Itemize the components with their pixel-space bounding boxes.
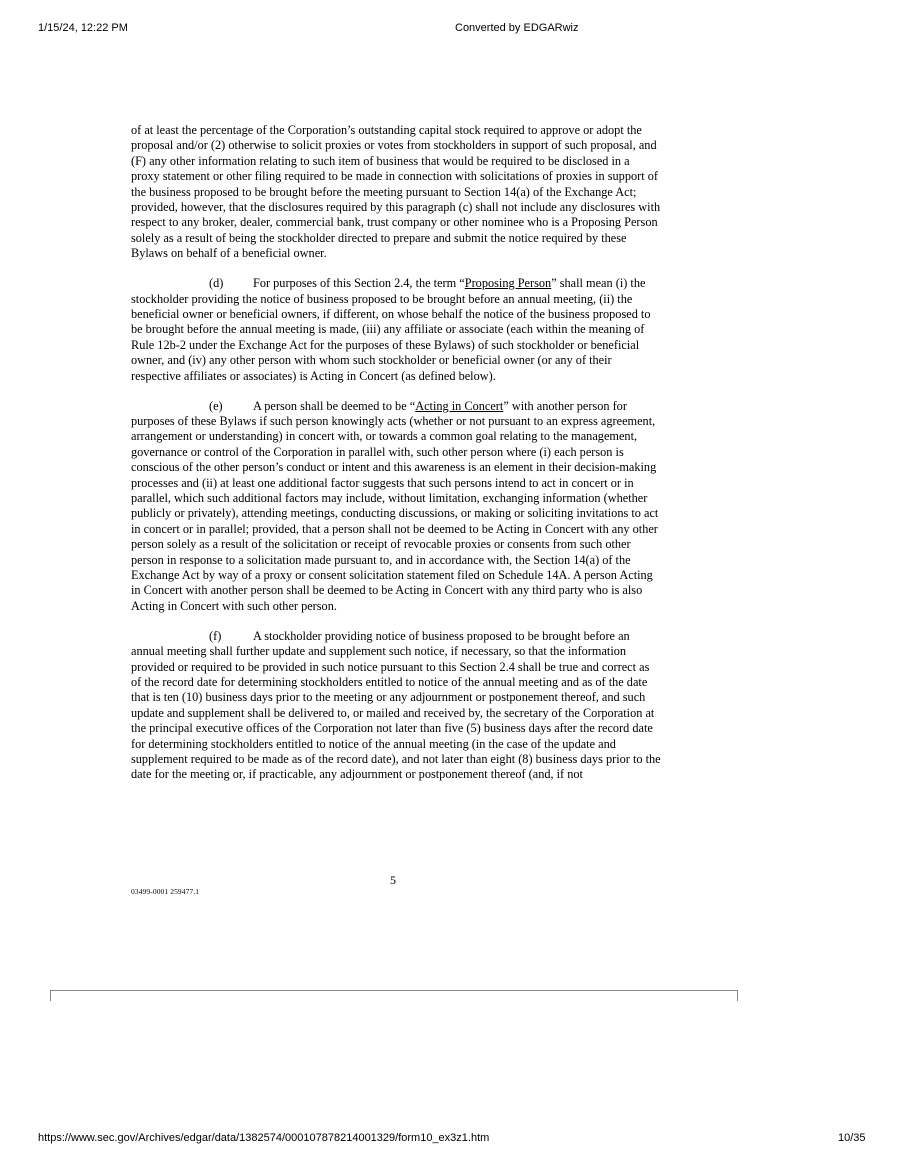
paragraph-f-text: A stockholder providing notice of business proposed to be brought before an annual meeting shall further update and supplement such notice, if necessary, so that the information provided or required to be provided in such notice pursuant to this Section 2.4 shall be true and correct as of the record date for determining stockholders entitled to notice of the annual meeting and as of the date that is ten (10) business days prior to the meeting or any adjournment or postponement thereof, and such update and supplement shall be delivered to, or mailed and received by, the secretary of the Corporation at the principal executive offices of the Corporation not later than five (5) business days after the record date for determining stockholders entitled to notice of the annual meeting (in the case of the update and supplement required to be made as of the record date), and not later than eight (8) business days prior to the date for the meeting or, if practicable, any adjournment or postponement thereof (and, if not [131,628,661,782]
paragraph-e [131,399,661,615]
page-frame-divider [50,990,738,1001]
document-code: 03499-0001 259477.1 [131,887,200,896]
source-url: https://www.sec.gov/Archives/edgar/data/1382574/000107878214001329/form10_ex3z1.htm [38,1132,490,1144]
converter-label: Converted by EDGARwiz [455,22,579,34]
paragraph-f [131,629,661,783]
paragraph-d-text-pre: For purposes of this Section 2.4, the term “ [253,276,465,291]
paragraph-continuation: of at least the percentage of the Corporation’s outstanding capital stock required to approve or adopt the proposal and/or (2) otherwise to solicit proxies or votes from stockholders in support of such proposal, and (F) any other information relating to such item of business that would be required to be disclosed in a proxy statement or other filing required to be made in connection with solicitations of proxies in support of the business proposed to be brought before the meeting pursuant to Section 14(a) of the Exchange Act; provided, however, that the disclosures required by this paragraph (c) shall not include any disclosures with respect to any broker, dealer, commercial bank, trust company or other nominee who is a Proposing Person solely as a result of being the stockholder directed to prepare and submit the notice required by these Bylaws on behalf of a beneficial owner. [131,123,661,261]
defined-term-proposing-person: Proposing Person [464,276,552,291]
defined-term-acting-in-concert: Acting in Concert [415,398,504,413]
print-page-count: 10/35 [838,1132,866,1144]
paragraph-d-label: (d) [209,276,224,291]
print-datetime: 1/15/24, 12:22 PM [38,22,128,34]
paragraph-d [131,276,661,384]
paragraph-f-label: (f) [209,628,222,643]
paragraph-e-label: (e) [209,398,223,413]
paragraph-e-text-pre: A person shall be deemed to be “ [253,398,416,413]
document-body [131,123,661,797]
paragraph-e-text-post: ” with another person for purposes of these Bylaws if such person knowingly acts (whether or not pursuant to an express agreement, arrangement or understanding) in concert with, or towards a common goal relating to the management, governance or control of the Corporation in parallel with, such other person where (i) each person is conscious of the other person’s conduct or intent and this awareness is an element in their decision-making processes and (ii) at least one additional factor suggests that such persons intend to act in concert or in parallel, which such additional factors may include, without limitation, exchanging information (whether publicly or privately), attending meetings, conducting discussions, or making or soliciting invitations to act in concert or in parallel; provided, that a person shall not be deemed to be Acting in Concert with any other person solely as a result of the solicitation or receipt of revocable proxies or consents from such other person in response to a solicitation made pursuant to, and in accordance with, the Section 14(a) of the Exchange Act by way of a proxy or consent solicitation statement filed on Schedule 14A. A person Acting in Concert with another person shall be deemed to be Acting in Concert with any third party who is also Acting in Concert with such other person. [131,398,659,613]
page-number: 5 [390,873,396,887]
paragraph-d-text-post: ” shall mean (i) the stockholder providing the notice of business proposed to be brought before an annual meeting, (ii) the beneficial owner or beneficial owners, if different, on whose behalf the notice of the business proposed to be brought before the annual meeting is made, (iii) any affiliate or associate (each within the meaning of Rule 12b-2 under the Exchange Act for the purposes of these Bylaws) of such stockholder or beneficial owner, and (iv) any other person with whom such stockholder or beneficial owner (or any of their respective affiliates or associates) is Acting in Concert (as defined below). [131,276,651,383]
